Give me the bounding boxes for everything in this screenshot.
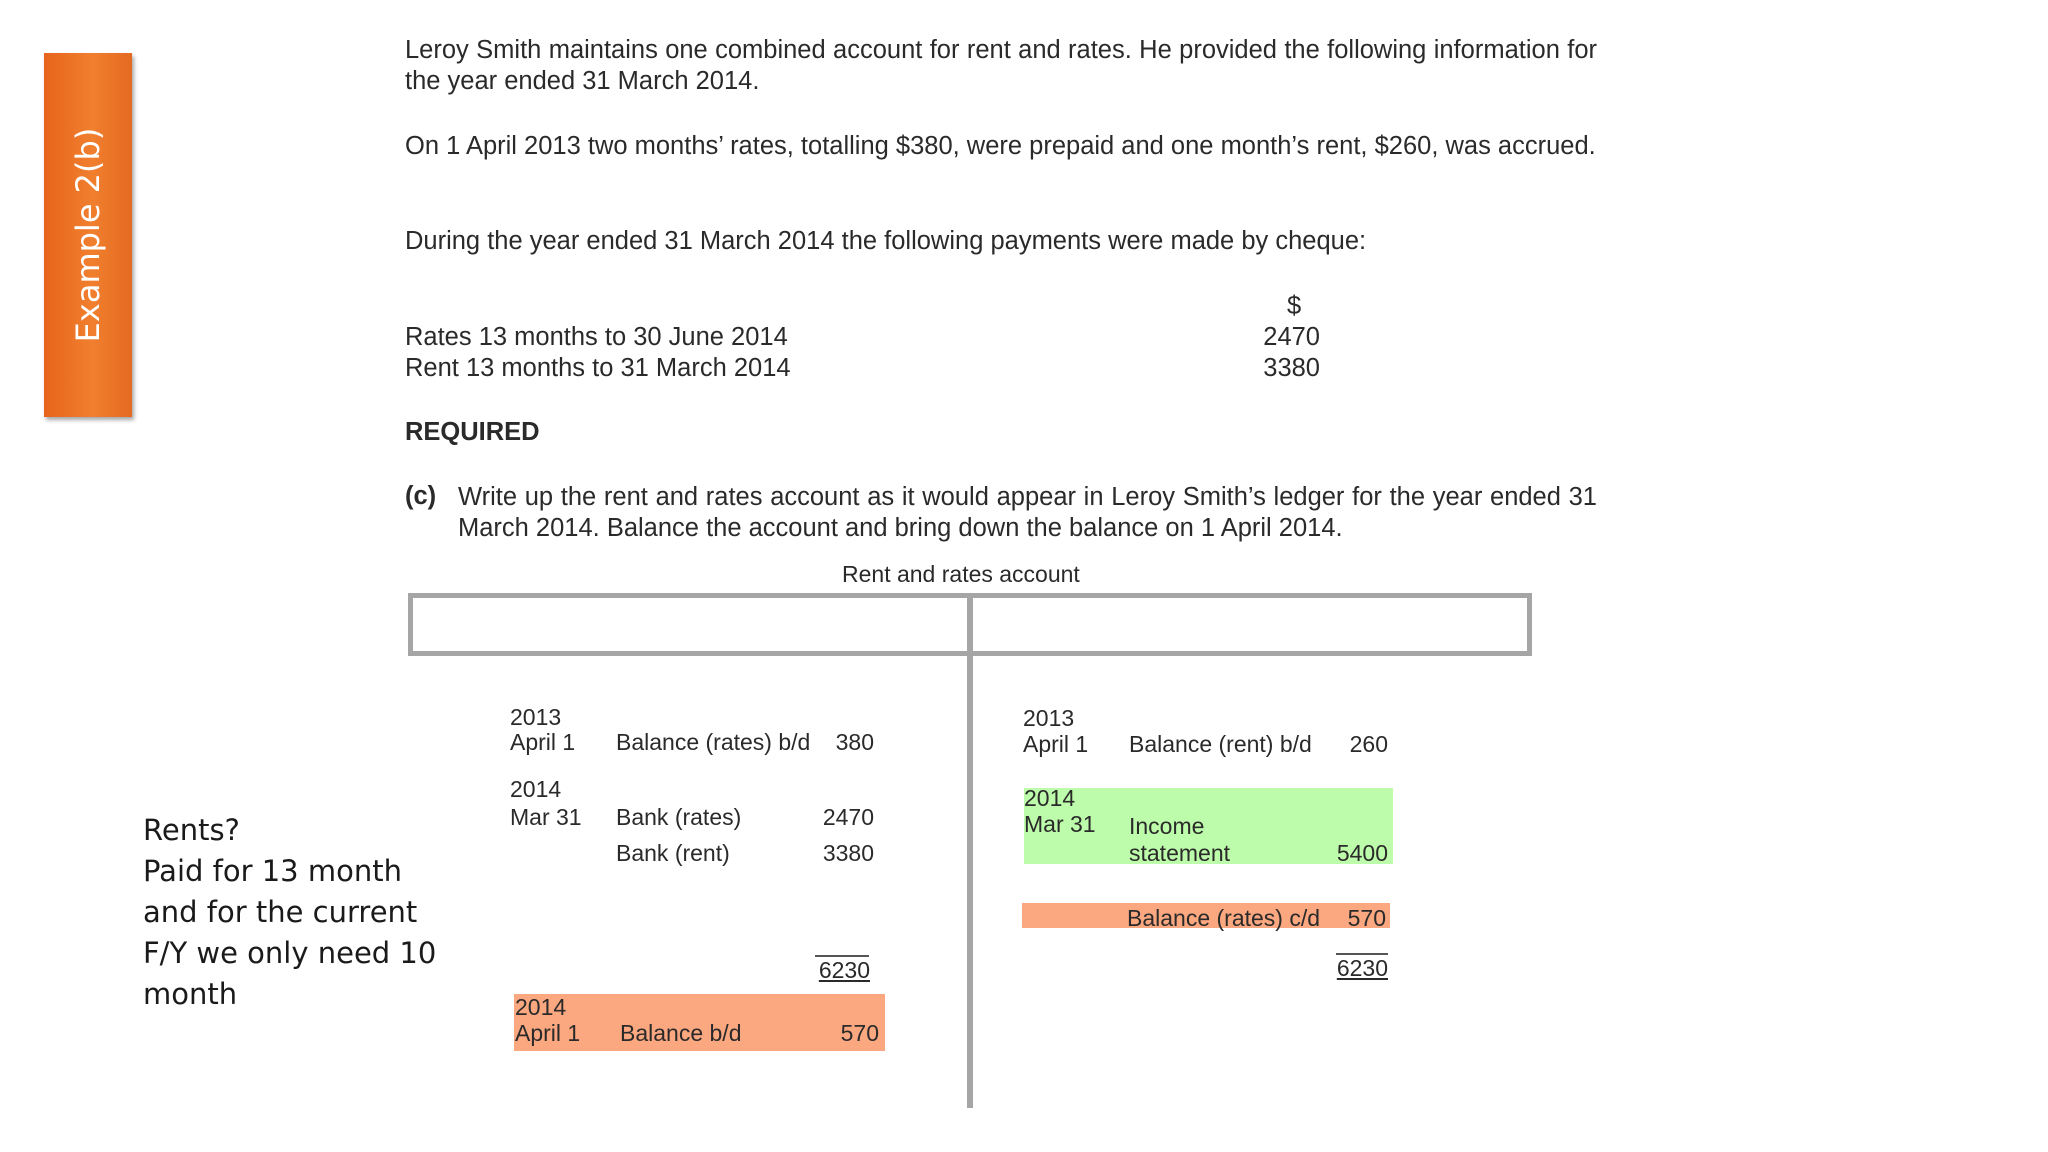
credit-year-2013: 2013 [1023,705,1075,731]
note-line: Paid for 13 month [143,854,402,888]
opening-balances-paragraph: On 1 April 2013 two months’ rates, totalling $380, were prepaid and one month’s rent, $260, was accrued. [405,132,1596,160]
credit-amount-260: 260 [1349,731,1388,757]
credit-desc-balance-rent: Balance (rent) b/d [1129,731,1312,757]
credit-amount-5400: 5400 [1336,840,1388,866]
example-tab [44,53,132,417]
payment-label-rent: Rent 13 months to 31 March 2014 [405,354,791,382]
debit-amount-380: 380 [835,729,874,755]
required-heading: REQUIRED [405,418,540,446]
bd-year-2014: 2014 [515,994,567,1020]
note-line: F/Y we only need 10 [143,936,437,970]
debit-amount-3380: 3380 [822,840,874,866]
payments-intro-paragraph: During the year ended 31 March 2014 the following payments were made by cheque: [405,227,1367,255]
part-c-text: Write up the rent and rates account as it would appear in Leroy Smith’s ledger for the year ended 31 March 2014. Balance the account and bring down the balance on 1 April 2014. [458,483,1597,542]
debit-desc-bank-rent: Bank (rent) [616,840,730,866]
debit-year-2014: 2014 [510,776,562,802]
account-title: Rent and rates account [842,561,1080,587]
credit-desc-statement: statement [1129,840,1230,866]
debit-date-april1: April 1 [510,729,576,755]
note-line: month [143,977,238,1011]
credit-date-april1: April 1 [1023,731,1089,757]
credit-year-2014: 2014 [1024,785,1076,811]
bd-amount-570: 570 [840,1020,879,1046]
debit-year-2013: 2013 [510,704,562,730]
debit-desc-balance-rates: Balance (rates) b/d [616,729,811,755]
note-line: and for the current [143,895,418,929]
note-line: Rents? [143,813,240,847]
currency-header: $ [1287,292,1302,320]
debit-total: 6230 [818,957,870,983]
credit-total: 6230 [1336,955,1388,981]
payment-amount-rates: 2470 [1263,323,1320,351]
payment-amount-rent: 3380 [1263,354,1320,382]
payment-label-rates: Rates 13 months to 30 June 2014 [405,323,788,351]
credit-desc-income: Income [1129,813,1205,839]
debit-desc-bank-rates: Bank (rates) [616,804,742,830]
t-account-divider [967,596,973,1108]
debit-amount-2470: 2470 [822,804,874,830]
credit-amount-570: 570 [1347,905,1386,931]
intro-paragraph: Leroy Smith maintains one combined account for rent and rates. He provided the following information for the year ended 31 March 2014. [405,36,1597,95]
credit-desc-balance-rates-cd: Balance (rates) c/d [1127,905,1321,931]
debit-date-mar31: Mar 31 [510,804,582,830]
side-note [143,810,473,1015]
credit-date-mar31: Mar 31 [1024,811,1096,837]
part-label: (c) [405,482,437,510]
bd-date-april1: April 1 [515,1020,581,1046]
example-tab-label: Example 2(b) [69,127,107,343]
bd-desc-balance: Balance b/d [620,1020,742,1046]
